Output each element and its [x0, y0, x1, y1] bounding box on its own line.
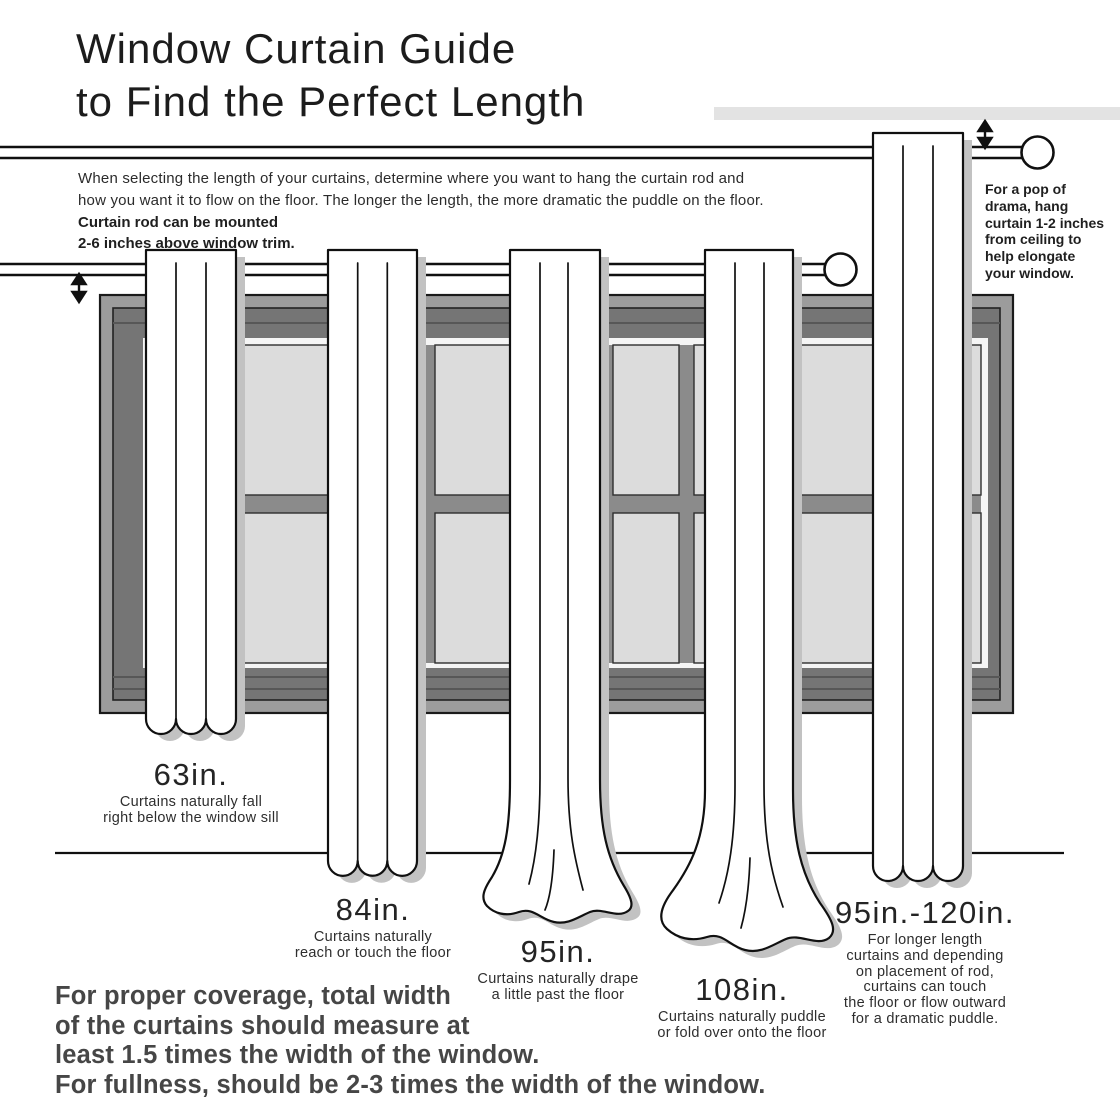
window-pane — [613, 513, 679, 663]
curtain-size-95in: 95in. — [520, 934, 596, 969]
curtain-size-63in: 63in. — [153, 757, 229, 792]
curtain-desc-95in: Curtains naturally drape a little past the floor — [477, 971, 639, 1003]
ceiling-bar — [714, 107, 1120, 120]
intro-text: When selecting the length of your curtains, determine where you want to hang the curtain rod and how you want it to flow on the floor. The longer the length, the more dramatic the puddle on the floor. — [78, 170, 764, 209]
curtain-label-95-120in — [813, 896, 1037, 1028]
ceiling-gap-arrow-icon — [979, 121, 992, 148]
curtain-desc-108in: Curtains naturally puddle or fold over onto the floor — [657, 1009, 827, 1041]
page-title-line1: Window Curtain Guide — [76, 25, 517, 72]
curtain-label-63in — [86, 758, 296, 827]
rod-mount-note: Curtain rod can be mounted 2-6 inches above window trim. — [78, 214, 295, 252]
coverage-note: For proper coverage, total width of the curtains should measure at least 1.5 times the width of the window. For fullness, should be 2-3 times the width of the window. — [55, 982, 766, 1099]
ceiling-mount-note: For a pop of drama, hang curtain 1-2 inches from ceiling to help elongate your window. — [985, 181, 1105, 281]
curtain-63in — [146, 250, 245, 741]
curtain-95-120in — [873, 133, 972, 888]
curtain-size-108in: 108in. — [695, 972, 789, 1007]
page-title — [76, 22, 585, 128]
window-pane — [613, 345, 679, 495]
rod-finial — [1022, 137, 1054, 169]
curtain-desc-63in: Curtains naturally fall right below the window sill — [103, 794, 279, 826]
page-title-line2: to Find the Perfect Length — [76, 78, 586, 125]
curtain-desc-84in: Curtains naturally reach or touch the floor — [294, 929, 452, 961]
curtain-size-84in: 84in. — [335, 892, 411, 927]
curtain-desc-95-120in: For longer length curtains and depending on placement of rod, curtains can touch the floor or flow outward for a dramatic puddle. — [843, 932, 1007, 1027]
curtain-84in — [328, 250, 426, 883]
curtain-label-84in — [268, 893, 478, 962]
rod-finial — [825, 254, 857, 286]
curtain-size-95-120in: 95in.-120in. — [834, 895, 1015, 930]
mount-height-arrow-icon — [73, 274, 86, 302]
